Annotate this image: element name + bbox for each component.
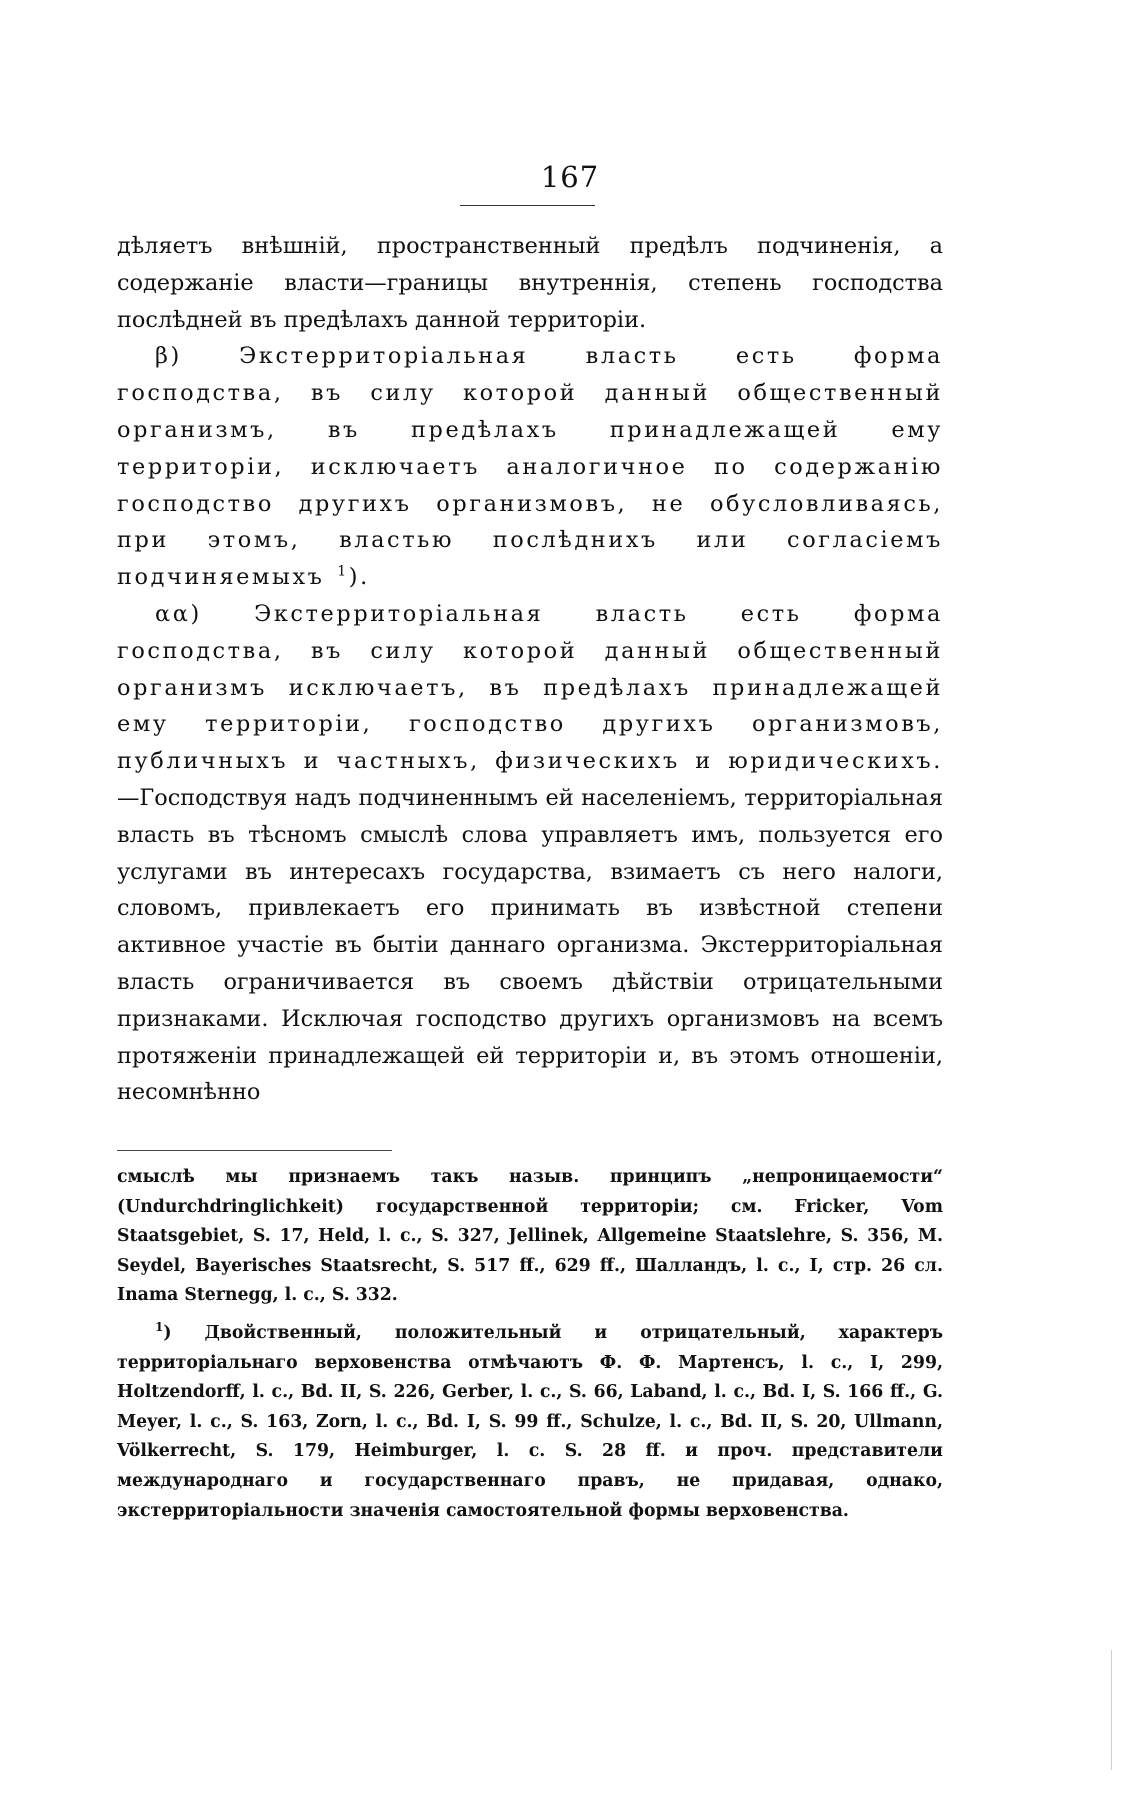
header-rule (460, 205, 595, 206)
paragraph-beta-text: β) Экстерриторіальная власть есть форма господства, въ силу которой данный общественный организмъ, въ предѣлахъ принадлежащей ему территоріи, исключаетъ аналогичное по содержанію господство другихъ организмовъ, не обусловливаясь, при этомъ, властью послѣднихъ или согласіемъ подчиняемыхъ (117, 343, 943, 591)
main-text (117, 228, 943, 1111)
footnotes (117, 1163, 943, 1526)
footnote-1-mark: 1 (155, 1320, 164, 1335)
paragraph-beta-end: ). (348, 564, 370, 591)
paragraph-alpha-alpha-rest: —Господствуя надъ подчиненнымъ ей населеніемъ, территоріальная власть въ тѣсномъ смыслѣ слова управляетъ имъ, пользуется его услугами въ интересахъ государства, взимаетъ съ него налоги, словомъ, привлекаетъ его принимать въ извѣстной степени активное участіе въ бытіи даннаго организма. Экстерриторіальная власть ограничивается въ своемъ дѣйствіи отрицательными признаками. Исключая господство другихъ организмовъ на всемъ протяженіи принадлежащей ей территоріи и, въ этомъ отношеніи, несомнѣнно (117, 784, 943, 1106)
paragraph-alpha-alpha-spaced: αα) Экстерриторіальная власть есть форма господства, въ силу которой данный общественный организмъ исключаетъ, въ предѣлахъ принадлежащей ему территоріи, господство другихъ организмовъ, публичныхъ и частныхъ, физическихъ и юридическихъ. (117, 600, 943, 775)
footnote-1 (117, 1319, 943, 1526)
page-number: 167 (540, 160, 600, 194)
footnote-1-text: Двойственный, положительный и отрицательный, характеръ территоріальнаго верховенства отмѣчаютъ Ф. Ф. Мартенсъ, l. c., I, 299, Holtzendorff, l. c., Bd. II, S. 226, Gerber, l. c., S. 66, Laband, l. c., Bd. I, S. 166 ff., G. Meyer, l. c., S. 163, Zorn, l. c., Bd. I, S. 99 ff., Schulze, l. c., Bd. II, S. 20, Ullmann, Völkerrecht, S. 179, Heimburger, l. c. S. 28 ff. и проч. представители международнаго и государственнаго правъ, не придавая, однако, экстерриторіальности значенія самостоятельной формы верховенства. (117, 1322, 943, 1521)
scan-margin-line (1111, 1650, 1112, 1770)
paragraph-alpha-alpha (117, 596, 943, 1111)
paragraph-beta (117, 338, 943, 596)
footnote-1-close: ) (163, 1322, 172, 1343)
footnote-reference: 1 (337, 563, 349, 580)
footnote-continuation: смыслѣ мы признаемъ такъ назыв. принципъ „непроницаемости“ (Undurchdringlichkeit) государственной территоріи; см. Fricker, Vom Staatsgebiet, S. 17, Held, l. c., S. 327, Jellinek, Allgemeine Staatslehre, S. 356, M. Seydel, Bayerisches Staatsrecht, S. 517 ff., 629 ff., Шалландъ, l. c., I, стр. 26 сл. Inama Sternegg, l. c., S. 332. (117, 1167, 943, 1306)
paragraph-1: дѣляетъ внѣшній, пространственный предѣлъ подчиненія, а содержаніе власти—границы внутреннія, степень господства послѣдней въ предѣлахъ данной территоріи. (117, 233, 943, 333)
footnote-rule (117, 1150, 392, 1151)
